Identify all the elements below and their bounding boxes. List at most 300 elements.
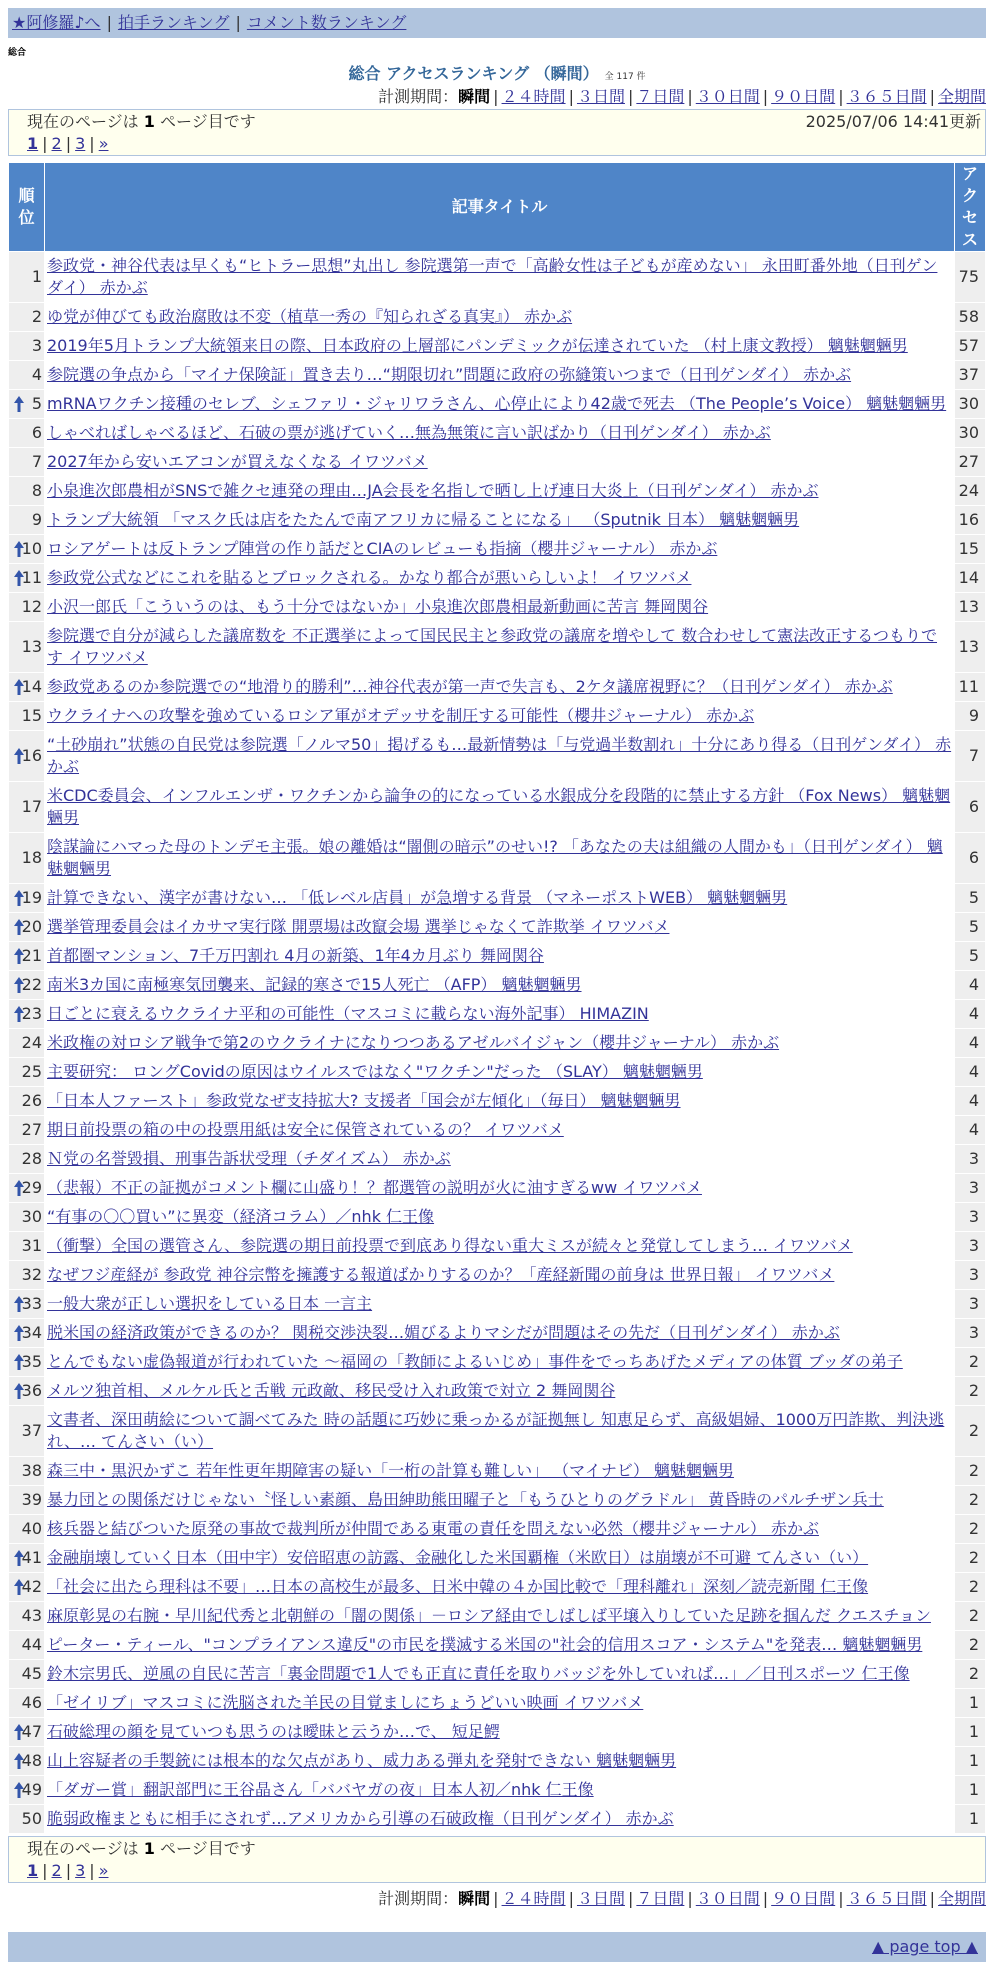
rank-cell xyxy=(9,1660,44,1688)
rank-up-arrow-icon xyxy=(13,976,25,994)
article-title-link[interactable]: 「ダガー賞」翻訳部門に王谷晶さん「ババヤガの夜」日本人初／nhk 仁王像 xyxy=(47,1780,594,1799)
nav-link-comment-ranking[interactable]: コメント数ランキング xyxy=(246,13,407,32)
title-cell xyxy=(45,731,954,781)
access-count: 5 xyxy=(955,884,985,912)
table-row xyxy=(9,1544,985,1572)
period-option-link[interactable]: ９０日間 xyxy=(771,1889,836,1908)
access-count: 75 xyxy=(955,252,985,302)
table-row xyxy=(9,833,985,883)
title-cell xyxy=(45,782,954,832)
rank-number: 11 xyxy=(21,568,42,587)
rank-number: 22 xyxy=(21,975,42,994)
rank-number: 30 xyxy=(21,1207,42,1226)
rank-cell xyxy=(9,506,44,534)
table-row xyxy=(9,1406,985,1456)
rank-number: 3 xyxy=(31,336,42,355)
pager-current-number: 1 xyxy=(143,1839,155,1858)
rank-cell xyxy=(9,833,44,883)
period-option-link[interactable]: ３日間 xyxy=(576,1889,625,1908)
nav-link-asyura[interactable]: ★阿修羅♪へ xyxy=(12,13,101,32)
rank-up-arrow-icon xyxy=(13,1382,25,1400)
period-current: 瞬間 xyxy=(458,87,491,106)
article-title-link[interactable]: 参政党あるのか参院選での“地滑り的勝利”…神谷代表が第一声で失言も、2ケタ議席視野に？（日刊ゲンダイ） 赤かぶ xyxy=(47,677,893,696)
period-option-link[interactable]: ３０日間 xyxy=(695,1889,760,1908)
article-title-link[interactable]: 南米3カ国に南極寒気団襲来、記録的寒さで15人死亡 （AFP） 魑魅魍魎男 xyxy=(47,975,582,994)
table-row xyxy=(9,1174,985,1202)
table-row xyxy=(9,702,985,730)
access-count: 16 xyxy=(955,506,985,534)
access-count: 2 xyxy=(955,1486,985,1514)
title-cell xyxy=(45,303,954,331)
article-title-link[interactable]: 「社会に出たら理科は不要」…日本の高校生が最多、日米中韓の４か国比較で「理科離れ」深刻／読売新聞 仁王像 xyxy=(47,1577,869,1596)
title-cell xyxy=(45,361,954,389)
rank-number: 5 xyxy=(31,394,42,413)
table-row xyxy=(9,1232,985,1260)
table-row xyxy=(9,1145,985,1173)
rank-up-arrow-icon xyxy=(13,1295,25,1313)
rank-up-arrow-icon xyxy=(13,569,25,587)
rank-up-arrow-icon xyxy=(13,1752,25,1770)
article-title-link[interactable]: （衝撃）全国の選管さん、参院選の期日前投票で到底あり得ない重大ミスが続々と発覚してしまう… イワツバメ xyxy=(47,1236,853,1255)
rank-cell xyxy=(9,1290,44,1318)
period-option-link[interactable]: ３日間 xyxy=(576,87,625,106)
access-count: 1 xyxy=(955,1805,985,1833)
rank-cell xyxy=(9,884,44,912)
period-option-link[interactable]: ２４時間 xyxy=(501,1889,566,1908)
pager-top xyxy=(8,109,986,156)
rank-cell xyxy=(9,913,44,941)
period-separator: | xyxy=(762,1889,769,1908)
page-top-link[interactable]: ▲ page top ▲ xyxy=(871,1937,978,1956)
rank-number: 23 xyxy=(21,1004,42,1023)
rank-number: 29 xyxy=(21,1178,42,1197)
rank-cell xyxy=(9,1805,44,1833)
pager-link[interactable]: 2 xyxy=(51,1861,62,1880)
rank-up-arrow-icon xyxy=(13,1578,25,1596)
period-option-link[interactable]: ３６５日間 xyxy=(846,1889,927,1908)
period-option-link[interactable]: ７日間 xyxy=(636,87,685,106)
title-cell xyxy=(45,1631,954,1659)
pager-links-row xyxy=(27,133,985,155)
rank-cell xyxy=(9,1232,44,1260)
access-count: 3 xyxy=(955,1261,985,1289)
access-count: 2 xyxy=(955,1602,985,1630)
period-separator: | xyxy=(627,1889,634,1908)
title-cell xyxy=(45,1348,954,1376)
title-cell xyxy=(45,1116,954,1144)
access-count: 2 xyxy=(955,1544,985,1572)
rank-number: 21 xyxy=(21,946,42,965)
rank-cell xyxy=(9,1406,44,1456)
article-title-link[interactable]: 参院選で自分が減らした議席数を 不正選挙によって国民民主と参政党の議席を増やして 数合わせして憲法改正するつもりです イワツバメ xyxy=(47,626,938,667)
title-cell xyxy=(45,419,954,447)
period-label: 計測期間： xyxy=(378,87,459,106)
pager-separator: | xyxy=(65,1861,72,1880)
rank-cell xyxy=(9,477,44,505)
header-title: 記事タイトル xyxy=(45,163,954,251)
table-row xyxy=(9,252,985,302)
rank-number: 46 xyxy=(21,1693,42,1712)
rank-cell xyxy=(9,535,44,563)
rank-number: 49 xyxy=(21,1780,42,1799)
article-title-link[interactable]: 小泉進次郎農相がSNSで雑クセ連発の理由…JA会長を名指しで晒し上げ連日大炎上（日刊ゲンダイ） 赤かぶ xyxy=(47,481,819,500)
pager-link-1[interactable]: 1 xyxy=(27,134,39,153)
article-title-link[interactable]: 麻原彰晃の右腕・早川紀代秀と北朝鮮の「闇の関係」－ロシア経由でしばしば平壌入りしていた足跡を掴んだ クエスチョン xyxy=(47,1606,931,1625)
article-title-link[interactable]: 小沢一郎氏「こういうのは、もう十分ではないか」小泉進次郎農相最新動画に苦言 舞岡関谷 xyxy=(47,597,709,616)
article-title-link[interactable]: 一般大衆が正しい選択をしている日本 一言主 xyxy=(47,1294,373,1313)
rank-cell xyxy=(9,303,44,331)
access-count: 57 xyxy=(955,332,985,360)
table-row xyxy=(9,1261,985,1289)
article-title-link[interactable]: 陰謀論にハマった母のトンデモ主張。娘の離婚は“闇側の暗示”のせい!? 「あなたの夫は組織の人間かも」（日刊ゲンダイ） 魑魅魍魎男 xyxy=(47,837,943,878)
article-title-link[interactable]: 2027年から安いエアコンが買えなくなる イワツバメ xyxy=(47,452,428,471)
article-title-link[interactable]: “有事の〇〇買い”に異変（経済コラム）／nhk 仁王像 xyxy=(47,1207,435,1226)
title-cell xyxy=(45,971,954,999)
rank-number: 9 xyxy=(31,510,42,529)
title-cell xyxy=(45,1174,954,1202)
article-title-link[interactable]: 選挙管理委員会はイカサマ実行隊 開票場は改竄会場 選挙じゃなくて詐欺挙 イワツバメ xyxy=(47,917,670,936)
access-count: 7 xyxy=(955,731,985,781)
rank-number: 36 xyxy=(21,1381,42,1400)
table-row xyxy=(9,1486,985,1514)
article-title-link[interactable]: 金融崩壊していく日本（田中宇）安倍昭恵の訪露、金融化した米国覇権（米欧日）は崩壊が不可避 てんさい（い） xyxy=(47,1548,869,1567)
access-count: 3 xyxy=(955,1232,985,1260)
rank-cell xyxy=(9,1457,44,1485)
title-cell xyxy=(45,1515,954,1543)
rank-cell xyxy=(9,1087,44,1115)
article-title-link[interactable]: とんでもない虚偽報道が行われていた ～福岡の「教師によるいじめ」事件をでっちあげたメディアの体質 ブッダの弟子 xyxy=(47,1352,903,1371)
rank-cell xyxy=(9,361,44,389)
article-title-link[interactable]: Ｎ党の名誉毀損、刑事告訴状受理（チダイズム） 赤かぶ xyxy=(47,1149,451,1168)
access-count: 2 xyxy=(955,1457,985,1485)
article-title-link[interactable]: ウクライナへの攻撃を強めているロシア軍がオデッサを制圧する可能性（櫻井ジャーナル） 赤かぶ xyxy=(47,706,755,725)
access-count: 13 xyxy=(955,622,985,672)
access-count: 3 xyxy=(955,1290,985,1318)
access-count: 6 xyxy=(955,782,985,832)
rank-up-arrow-icon xyxy=(13,918,25,936)
title-cell xyxy=(45,913,954,941)
access-count: 27 xyxy=(955,448,985,476)
access-count: 4 xyxy=(955,1087,985,1115)
period-current: 瞬間 xyxy=(458,1889,491,1908)
pager-link[interactable]: 3 xyxy=(75,134,86,153)
table-row xyxy=(9,673,985,701)
pager-link[interactable]: » xyxy=(98,1861,109,1880)
period-option-link[interactable]: ３０日間 xyxy=(695,87,760,106)
title-cell xyxy=(45,1718,954,1746)
pager-current-number: 1 xyxy=(143,112,155,131)
article-title-link[interactable]: （悲報）不正の証拠がコメント欄に山盛り！？都選管の説明が火に油すぎるww イワツバメ xyxy=(47,1178,702,1197)
table-row xyxy=(9,1087,985,1115)
table-row xyxy=(9,1573,985,1601)
pager-separator: | xyxy=(65,134,72,153)
rank-number: 10 xyxy=(21,539,42,558)
period-label: 計測期間： xyxy=(378,1889,459,1908)
article-title-link[interactable]: 参政党公式などにこれを貼るとブロックされる。かなり都合が悪いらしいよ！ イワツバメ xyxy=(47,568,692,587)
access-count: 11 xyxy=(955,673,985,701)
rank-cell xyxy=(9,390,44,418)
title-cell xyxy=(45,564,954,592)
period-separator: | xyxy=(493,1889,499,1908)
access-count: 2 xyxy=(955,1377,985,1405)
table-row xyxy=(9,1631,985,1659)
table-row xyxy=(9,1319,985,1347)
article-title-link[interactable]: 脆弱政権まともに相手にされず…アメリカから引導の石破政権（日刊ゲンダイ） 赤かぶ xyxy=(47,1809,674,1828)
article-title-link[interactable]: ロシアゲートは反トランプ陣営の作り話だとCIAのレビューも指摘（櫻井ジャーナル） 赤かぶ xyxy=(47,539,718,558)
title-cell xyxy=(45,1290,954,1318)
article-title-link[interactable]: 米政権の対ロシア戦争で第2のウクライナになりつつあるアゼルバイジャン（櫻井ジャーナル） 赤かぶ xyxy=(47,1033,780,1052)
table-row xyxy=(9,506,985,534)
article-title-link[interactable]: “土砂崩れ”状態の自民党は参院選「ノルマ50」掲げるも…最新情勢は「与党過半数割れ」十分にあり得る（日刊ゲンダイ） 赤かぶ xyxy=(47,735,952,776)
table-row xyxy=(9,1805,985,1833)
table-row xyxy=(9,942,985,970)
title-cell xyxy=(45,535,954,563)
period-option-link[interactable]: ２４時間 xyxy=(501,87,566,106)
rank-number: 35 xyxy=(21,1352,42,1371)
period-separator: | xyxy=(687,87,693,106)
title-cell xyxy=(45,1660,954,1688)
title-cell xyxy=(45,593,954,621)
period-option-link[interactable]: 全期間 xyxy=(937,1889,986,1908)
access-count: 30 xyxy=(955,390,985,418)
rank-cell xyxy=(9,252,44,302)
table-row xyxy=(9,419,985,447)
title-cell xyxy=(45,477,954,505)
rank-number: 33 xyxy=(21,1294,42,1313)
access-count: 30 xyxy=(955,419,985,447)
rank-number: 6 xyxy=(31,423,42,442)
article-title-link[interactable]: 鈴木宗男氏、逆風の自民に苦言「裏金問題で1人でも正直に責任を取りバッジを外していれば…」／日刊スポーツ 仁王像 xyxy=(47,1664,910,1683)
title-cell xyxy=(45,1058,954,1086)
rank-cell xyxy=(9,1145,44,1173)
rank-number: 2 xyxy=(31,307,42,326)
rank-up-arrow-icon xyxy=(13,1353,25,1371)
rank-cell xyxy=(9,673,44,701)
access-count: 58 xyxy=(955,303,985,331)
title-cell xyxy=(45,702,954,730)
access-count: 3 xyxy=(955,1203,985,1231)
top-nav xyxy=(8,8,986,38)
title-cell xyxy=(45,1203,954,1231)
nav-separator: | xyxy=(235,13,241,32)
pager-link[interactable]: 2 xyxy=(51,134,62,153)
rank-number: 37 xyxy=(21,1421,42,1440)
access-count: 6 xyxy=(955,833,985,883)
access-count: 24 xyxy=(955,477,985,505)
rank-up-arrow-icon xyxy=(13,678,25,696)
page-title-line xyxy=(0,63,994,88)
pager-bottom xyxy=(8,1836,986,1883)
period-separator: | xyxy=(929,1889,935,1908)
table-row xyxy=(9,1747,985,1775)
article-title-link[interactable]: 核兵器と結びついた原発の事故で裁判所が仲間である東電の責任を問えない必然（櫻井ジャーナル） 赤かぶ xyxy=(47,1519,819,1538)
article-title-link[interactable]: メルツ独首相、メルケル氏と舌戦 元政敵、移民受け入れ政策で対立 2 舞岡関谷 xyxy=(47,1381,616,1400)
table-row xyxy=(9,1348,985,1376)
rank-number: 19 xyxy=(21,888,42,907)
rank-number: 40 xyxy=(21,1519,42,1538)
rank-cell xyxy=(9,1486,44,1514)
article-title-link[interactable]: 参政党・神谷代表は早くも“ヒトラー思想”丸出し 参院選第一声で「高齢女性は子どもが産めない」 永田町番外地（日刊ゲンダイ） 赤かぶ xyxy=(47,256,938,297)
rank-up-arrow-icon xyxy=(13,1549,25,1567)
section-label: 総合 xyxy=(8,48,27,58)
access-count: 1 xyxy=(955,1776,985,1804)
article-title-link[interactable]: 米CDC委員会、インフルエンザ・ワクチンから論争の的になっている水銀成分を段階的に禁止する方針 （Fox News） 魑魅魍魎男 xyxy=(47,786,951,827)
article-title-link[interactable]: 2019年5月トランプ大統領来日の際、日本政府の上層部にパンデミックが伝達されていた （村上康文教授） 魑魅魍魎男 xyxy=(47,336,908,355)
table-row xyxy=(9,1689,985,1717)
table-row xyxy=(9,731,985,781)
article-title-link[interactable]: mRNAワクチン接種のセレブ、シェファリ・ジャリワラさん、心停止により42歳で死去 （The People’s Voice） 魑魅魍魎男 xyxy=(47,394,947,413)
rank-up-arrow-icon xyxy=(13,1723,25,1741)
table-row xyxy=(9,1000,985,1028)
rank-cell xyxy=(9,593,44,621)
rank-number: 1 xyxy=(31,267,42,286)
table-row xyxy=(9,332,985,360)
article-title-link[interactable]: 参院選の争点から「マイナ保険証」置き去り…“期限切れ”問題に政府の弥縫策いつまで（日刊ゲンダイ） 赤かぶ xyxy=(47,365,852,384)
access-count: 4 xyxy=(955,971,985,999)
table-row xyxy=(9,913,985,941)
article-title-link[interactable]: 「日本人ファースト」参政党なぜ支持拡大? 支援者「国会が左傾化」（毎日） 魑魅魍魎男 xyxy=(47,1091,681,1110)
article-title-link[interactable]: 期日前投票の箱の中の投票用紙は安全に保管されているの？ イワツバメ xyxy=(47,1120,564,1139)
period-separator: | xyxy=(627,87,634,106)
rank-cell xyxy=(9,1174,44,1202)
title-cell xyxy=(45,942,954,970)
rank-number: 20 xyxy=(21,917,42,936)
rank-cell xyxy=(9,564,44,592)
access-count: 1 xyxy=(955,1689,985,1717)
pager-separator: | xyxy=(42,134,48,153)
table-header-row xyxy=(9,163,985,251)
header-access-label: アク セス xyxy=(961,164,978,249)
title-cell xyxy=(45,1261,954,1289)
rank-cell xyxy=(9,419,44,447)
period-selector-top xyxy=(378,86,986,108)
period-option-link[interactable]: ７日間 xyxy=(636,1889,685,1908)
rank-cell xyxy=(9,731,44,781)
pager-link[interactable]: » xyxy=(98,134,109,153)
table-row xyxy=(9,361,985,389)
article-title-link[interactable]: トランプ大統領 「マスク氏は店をたたんで南アフリカに帰ることになる」 （Sputnik 日本） 魑魅魍魎男 xyxy=(47,510,800,529)
pager-separator: | xyxy=(89,1861,95,1880)
table-row xyxy=(9,1290,985,1318)
rank-number: 16 xyxy=(21,746,42,765)
rank-cell xyxy=(9,1348,44,1376)
rank-number: 48 xyxy=(21,1751,42,1770)
article-title-link[interactable]: なぜフジ産経が 参政党 神谷宗幣を擁護する報道ばかりするのか？「産経新聞の前身は 世界日報」 イワツバメ xyxy=(47,1265,835,1284)
article-title-link[interactable]: 暴力団との関係だけじゃない〝怪しい素顔、島田紳助熊田曜子と「もうひとりのグラドル」 黄昏時のパルチザン兵士 xyxy=(47,1490,884,1509)
article-title-link[interactable]: 日ごとに衰えるウクライナ平和の可能性（マスコミに載らない海外記事） HIMAZIN xyxy=(47,1004,649,1023)
rank-cell xyxy=(9,1261,44,1289)
rank-cell xyxy=(9,942,44,970)
title-cell xyxy=(45,1573,954,1601)
rank-cell xyxy=(9,1058,44,1086)
rank-up-arrow-icon xyxy=(13,1781,25,1799)
rank-number: 7 xyxy=(31,452,42,471)
rank-number: 42 xyxy=(21,1577,42,1596)
rank-up-arrow-icon xyxy=(13,747,25,765)
rank-cell xyxy=(9,332,44,360)
pager-status-row xyxy=(27,111,985,133)
rank-cell xyxy=(9,1602,44,1630)
rank-number: 13 xyxy=(21,637,42,656)
nav-link-applause-ranking[interactable]: 拍手ランキング xyxy=(117,13,230,32)
period-separator: | xyxy=(762,87,769,106)
access-count: 9 xyxy=(955,702,985,730)
access-count: 4 xyxy=(955,1000,985,1028)
rank-cell xyxy=(9,971,44,999)
title-cell xyxy=(45,1232,954,1260)
table-row xyxy=(9,303,985,331)
rank-cell xyxy=(9,1631,44,1659)
rank-cell xyxy=(9,1116,44,1144)
title-cell xyxy=(45,506,954,534)
rank-number: 47 xyxy=(21,1722,42,1741)
rank-cell xyxy=(9,1029,44,1057)
access-count: 2 xyxy=(955,1348,985,1376)
rank-number: 18 xyxy=(21,848,42,867)
access-count: 3 xyxy=(955,1145,985,1173)
rank-up-arrow-icon xyxy=(13,540,25,558)
title-cell xyxy=(45,622,954,672)
article-title-link[interactable]: しゃべればしゃべるほど、石破の票が逃げていく…無為無策に言い訳ばかり（日刊ゲンダイ） 赤かぶ xyxy=(47,423,771,442)
rank-number: 27 xyxy=(21,1120,42,1139)
article-title-link[interactable]: 森三中・黒沢かずこ 若年性更年期障害の疑い「一桁の計算も難しい」 （マイナビ） 魑魅魍魎男 xyxy=(47,1461,734,1480)
title-cell xyxy=(45,1000,954,1028)
period-option-link[interactable]: ９０日間 xyxy=(771,87,836,106)
period-separator: | xyxy=(568,1889,574,1908)
article-title-link[interactable]: ピーター・ティール、"コンプライアンス違反"の市民を撲滅する米国の"社会的信用スコア・システム"を発表… 魑魅魍魎男 xyxy=(47,1635,923,1654)
article-title-link[interactable]: 文書者、深田萌絵について調べてみた 時の話題に巧妙に乗っかるが証拠無し 知恵足らず、高級娼婦、1000万円詐欺、判決逃れ、… てんさい（い） xyxy=(47,1410,945,1451)
period-option-link[interactable]: ３６５日間 xyxy=(846,87,927,106)
rank-number: 34 xyxy=(21,1323,42,1342)
article-title-link[interactable]: 脱米国の経済政策ができるのか？ 関税交渉決裂…媚びるよりマシだが問題はその先だ（日刊ゲンダイ） 赤かぶ xyxy=(47,1323,840,1342)
pager-links-row xyxy=(27,1860,985,1882)
access-count: 1 xyxy=(955,1747,985,1775)
title-cell xyxy=(45,1029,954,1057)
updated-timestamp: 2025/07/06 14:41更新 xyxy=(805,112,981,131)
title-cell xyxy=(45,1805,954,1833)
access-count: 3 xyxy=(955,1319,985,1347)
title-cell xyxy=(45,1486,954,1514)
period-option-link[interactable]: 全期間 xyxy=(937,87,986,106)
access-count: 2 xyxy=(955,1406,985,1456)
article-title-link[interactable]: 山上容疑者の手製銃には根本的な欠点があり、威力ある弾丸を発射できない 魑魅魍魎男 xyxy=(47,1751,677,1770)
access-count: 1 xyxy=(955,1718,985,1746)
article-title-link[interactable]: 主要研究： ロングCovidの原因はウイルスではなく"ワクチン"だった （SLAY） 魑魅魍魎男 xyxy=(47,1062,703,1081)
title-cell xyxy=(45,1377,954,1405)
article-title-link[interactable]: 石破総理の顔を見ていつも思うのは曖昧と云うか…で、 短足鰐 xyxy=(47,1722,500,1741)
article-title-link[interactable]: ゆ党が伸びても政治腐敗は不変（植草一秀の『知られざる真実』） 赤かぶ xyxy=(47,307,573,326)
table-row xyxy=(9,622,985,672)
title-cell xyxy=(45,1747,954,1775)
title-cell xyxy=(45,1776,954,1804)
pager-separator: | xyxy=(89,134,95,153)
article-title-link[interactable]: 計算できない、漢字が書けない… 「低レベル店員」が急増する背景 （マネーポストWEB） 魑魅魍魎男 xyxy=(47,888,788,907)
total-count: 全 117 件 xyxy=(604,72,646,82)
pager-link-1[interactable]: 1 xyxy=(27,1861,39,1880)
rank-number: 50 xyxy=(21,1809,42,1828)
article-title-link[interactable]: 首都圏マンション、7千万円割れ 4月の新築、1年4カ月ぶり 舞岡関谷 xyxy=(47,946,544,965)
rank-number: 32 xyxy=(21,1265,42,1284)
title-cell xyxy=(45,390,954,418)
access-count: 4 xyxy=(955,1116,985,1144)
rank-up-arrow-icon xyxy=(13,1179,25,1197)
pager-link[interactable]: 3 xyxy=(75,1861,86,1880)
article-title-link[interactable]: 「ゼイリブ」マスコミに洗脳された羊民の目覚ましにちょうどいい映画 イワツバメ xyxy=(47,1693,644,1712)
rank-number: 8 xyxy=(31,481,42,500)
table-row xyxy=(9,477,985,505)
title-cell xyxy=(45,1457,954,1485)
rank-cell xyxy=(9,1377,44,1405)
